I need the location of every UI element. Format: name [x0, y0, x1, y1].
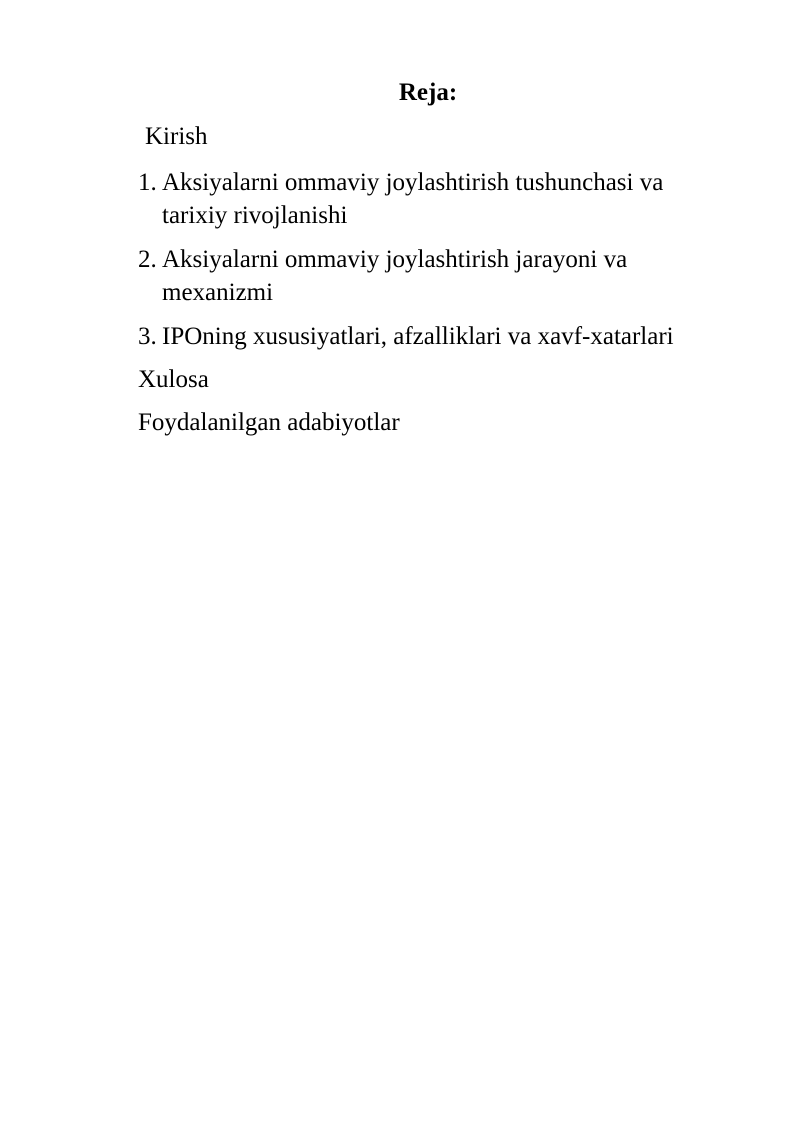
- list-item-number: 1.: [138, 169, 157, 196]
- list-item-text: IPOning xususiyatlari, afzalliklari va xavf-xatarlari: [162, 323, 674, 350]
- conclusion-heading: Xulosa: [138, 366, 209, 393]
- list-item-number: 3.: [138, 323, 157, 350]
- list-item-text: Aksiyalarni ommaviy joylashtirish tushunchasi va tarixiy rivojlanishi: [162, 169, 664, 229]
- list-item: [138, 320, 738, 353]
- list-item: [138, 243, 738, 309]
- list-item-text: Aksiyalarni ommaviy joylashtirish jarayoni va mexanizmi: [162, 246, 628, 306]
- list-item: [138, 166, 738, 232]
- list-item-number: 2.: [138, 246, 157, 273]
- references-heading: Foydalanilgan adabiyotlar: [138, 409, 400, 436]
- intro-heading: Kirish: [145, 123, 208, 150]
- plan-title: Reja:: [398, 79, 458, 106]
